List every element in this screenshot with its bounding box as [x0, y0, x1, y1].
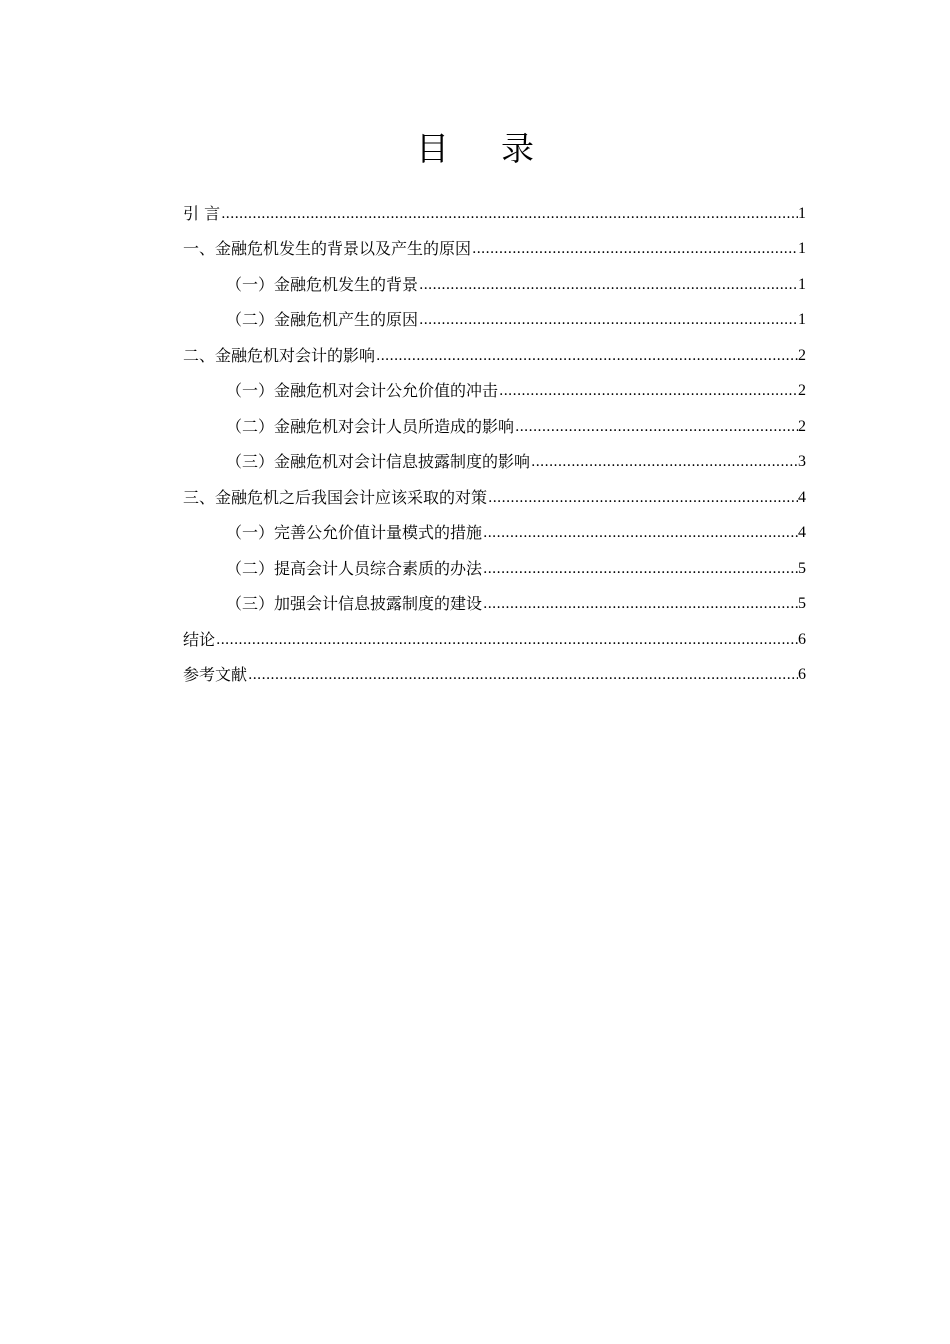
- toc-dot-leader: [514, 416, 798, 438]
- toc-page-number: 6: [798, 666, 806, 683]
- toc-page-number: 5: [798, 595, 806, 612]
- toc-dot-leader: [471, 238, 798, 260]
- toc-page-number: 4: [798, 488, 806, 506]
- toc-entry-conclusion[interactable]: [183, 615, 806, 651]
- toc-entry-section-1[interactable]: [183, 225, 806, 261]
- toc-dot-leader: [215, 629, 798, 651]
- toc-entry-label: （三）加强会计信息披露制度的建设: [226, 594, 483, 613]
- toc-page-number: 1: [798, 240, 806, 257]
- toc-list: [183, 189, 806, 686]
- toc-title-char-2: 录: [501, 129, 534, 168]
- toc-entry-label: （三）金融危机对会计信息披露制度的影响: [226, 452, 531, 471]
- toc-title: [0, 126, 950, 172]
- toc-entry-references[interactable]: [183, 651, 806, 687]
- toc-dot-leader: [418, 274, 798, 296]
- toc-entry-section-3-3[interactable]: [183, 580, 806, 616]
- toc-entry-label: （一）完善公允价值计量模式的措施: [226, 523, 483, 542]
- toc-entry-label: 引 言: [183, 203, 221, 223]
- toc-entry-section-3-1[interactable]: [183, 509, 806, 545]
- toc-entry-label: （二）提高会计人员综合素质的办法: [226, 558, 483, 578]
- toc-page-number: 2: [798, 382, 806, 399]
- toc-dot-leader: [220, 203, 798, 225]
- toc-page-number: 4: [798, 524, 806, 541]
- toc-entry-label: （二）金融危机产生的原因: [226, 310, 419, 329]
- toc-entry-label: 二、金融危机对会计的影响: [183, 345, 376, 365]
- toc-page-number: 1: [798, 311, 806, 328]
- toc-dot-leader: [247, 664, 798, 686]
- toc-entry-introduction[interactable]: [183, 189, 806, 225]
- toc-dot-leader: [498, 380, 798, 402]
- toc-page-number: 1: [798, 275, 806, 293]
- toc-dot-leader: [482, 558, 798, 580]
- toc-page-number: 5: [798, 559, 806, 577]
- toc-entry-label: （一）金融危机发生的背景: [226, 274, 419, 294]
- toc-page-number: 2: [798, 417, 806, 435]
- toc-entry-label: 结论: [183, 629, 216, 649]
- toc-dot-leader: [375, 345, 798, 367]
- toc-entry-label: （二）金融危机对会计人员所造成的影响: [226, 416, 515, 436]
- toc-title-char-1: 目: [416, 129, 449, 168]
- toc-entry-section-3-2[interactable]: [183, 544, 806, 580]
- toc-entry-section-2[interactable]: [183, 331, 806, 367]
- toc-entry-section-2-2[interactable]: [183, 402, 806, 438]
- toc-entry-section-1-2[interactable]: [183, 296, 806, 332]
- toc-entry-section-2-1[interactable]: [183, 367, 806, 403]
- toc-page-number: 6: [798, 630, 806, 648]
- toc-entry-label: （一）金融危机对会计公允价值的冲击: [226, 381, 499, 400]
- toc-entry-label: 一、金融危机发生的背景以及产生的原因: [183, 239, 472, 258]
- toc-entry-label: 参考文献: [183, 665, 248, 684]
- toc-entry-section-3[interactable]: [183, 473, 806, 509]
- toc-entry-section-2-3[interactable]: [183, 438, 806, 474]
- toc-dot-leader: [418, 309, 798, 331]
- toc-page-number: 2: [798, 346, 806, 364]
- toc-dot-leader: [482, 522, 798, 544]
- toc-page-number: 1: [798, 204, 806, 222]
- toc-page-number: 3: [798, 453, 806, 470]
- toc-entry-section-1-1[interactable]: [183, 260, 806, 296]
- toc-dot-leader: [482, 593, 798, 615]
- toc-dot-leader: [487, 487, 798, 509]
- toc-dot-leader: [530, 451, 798, 473]
- toc-entry-label: 三、金融危机之后我国会计应该采取的对策: [183, 487, 488, 507]
